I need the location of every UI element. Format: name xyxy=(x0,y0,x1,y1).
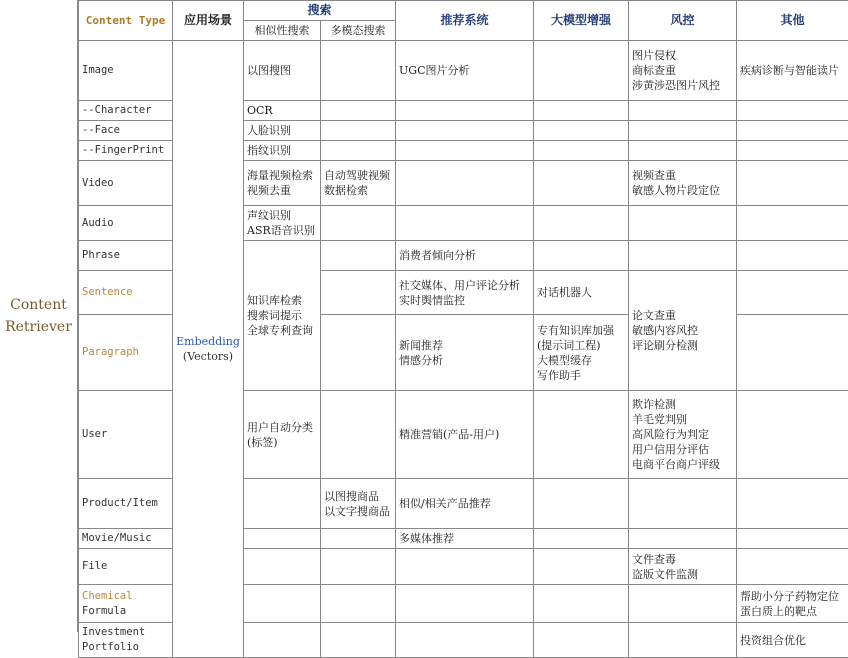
type-image: Image xyxy=(79,41,173,101)
user-recommend: 精准营销(产品-用户) xyxy=(396,391,534,479)
text-risk: 论文查重 敏感内容风控 评论刷分检测 xyxy=(629,271,737,391)
type-file: File xyxy=(79,549,173,585)
header-scene: 应用场景 xyxy=(173,1,244,41)
type-investment: Investment Portfolio xyxy=(79,623,173,658)
image-similarity: 以图搜图 xyxy=(244,41,321,101)
image-recommend: UGC图片分析 xyxy=(396,41,534,101)
investment-other: 投资组合优化 xyxy=(737,623,848,658)
content-retriever-text: Content Retriever xyxy=(5,294,72,338)
content-retriever-table xyxy=(78,0,848,658)
movie-recommend: 多媒体推荐 xyxy=(396,529,534,549)
type-character: --Character xyxy=(79,101,173,121)
type-movie: Movie/Music xyxy=(79,529,173,549)
paragraph-llm: 专有知识库加强 (提示词工程) 大模型缓存 写作助手 xyxy=(534,315,629,391)
image-multimodal xyxy=(321,41,396,101)
header-risk: 风控 xyxy=(629,1,737,41)
type-chemical xyxy=(79,585,173,623)
type-user: User xyxy=(79,391,173,479)
embedding-title: Embedding xyxy=(176,334,240,349)
type-chemical-b: Formula xyxy=(82,604,169,619)
type-sentence: Sentence xyxy=(79,271,173,315)
header-search-multimodal: 多模态搜索 xyxy=(321,21,396,41)
paragraph-recommend: 新闻推荐 情感分析 xyxy=(396,315,534,391)
image-other: 疾病诊断与智能读片 xyxy=(737,41,848,101)
text-similarity: 知识库检索 搜索词提示 全球专利查询 xyxy=(244,241,321,391)
image-llm xyxy=(534,41,629,101)
type-paragraph: Paragraph xyxy=(79,315,173,391)
header-recommend: 推荐系统 xyxy=(396,1,534,41)
header-llm: 大模型增强 xyxy=(534,1,629,41)
header-search-similarity: 相似性搜索 xyxy=(244,21,321,41)
header-search: 搜索 xyxy=(244,1,396,21)
header-content-type: Content Type xyxy=(79,1,173,41)
type-video: Video xyxy=(79,161,173,206)
chemical-other: 帮助小分子药物定位蛋白质上的靶点 xyxy=(737,585,848,623)
file-risk: 文件查毒 盗版文件监测 xyxy=(629,549,737,585)
user-similarity: 用户自动分类 (标签) xyxy=(244,391,321,479)
type-fingerprint: --FingerPrint xyxy=(79,141,173,161)
type-product: Product/Item xyxy=(79,479,173,529)
sentence-llm: 对话机器人 xyxy=(534,271,629,315)
video-similarity: 海量视频检索 视频去重 xyxy=(244,161,321,206)
audio-similarity: 声纹识别 ASR语音识别 xyxy=(244,206,321,241)
character-similarity: OCR xyxy=(244,101,321,121)
header-other: 其他 xyxy=(737,1,848,41)
type-audio: Audio xyxy=(79,206,173,241)
video-multimodal: 自动驾驶视频 数据检索 xyxy=(321,161,396,206)
sentence-recommend: 社交媒体、用户评论分析 实时舆情监控 xyxy=(396,271,534,315)
type-chemical-a: Chemical xyxy=(82,589,169,604)
fingerprint-similarity: 指纹识别 xyxy=(244,141,321,161)
type-face: --Face xyxy=(79,121,173,141)
video-risk: 视频查重 敏感人物片段定位 xyxy=(629,161,737,206)
product-recommend: 相似/相关产品推荐 xyxy=(396,479,534,529)
phrase-recommend: 消费者倾向分析 xyxy=(396,241,534,271)
content-retriever-label xyxy=(0,0,78,632)
row-image xyxy=(79,41,848,101)
type-phrase: Phrase xyxy=(79,241,173,271)
image-risk: 图片侵权 商标查重 涉黄涉恐图片风控 xyxy=(629,41,737,101)
embedding-subtitle: (Vectors) xyxy=(176,349,240,364)
user-risk: 欺诈检测 羊毛党判别 高风险行为判定 用户信用分评估 电商平台商户评级 xyxy=(629,391,737,479)
product-multimodal: 以图搜商品 以文字搜商品 xyxy=(321,479,396,529)
face-similarity: 人脸识别 xyxy=(244,121,321,141)
embedding-cell xyxy=(173,41,244,658)
